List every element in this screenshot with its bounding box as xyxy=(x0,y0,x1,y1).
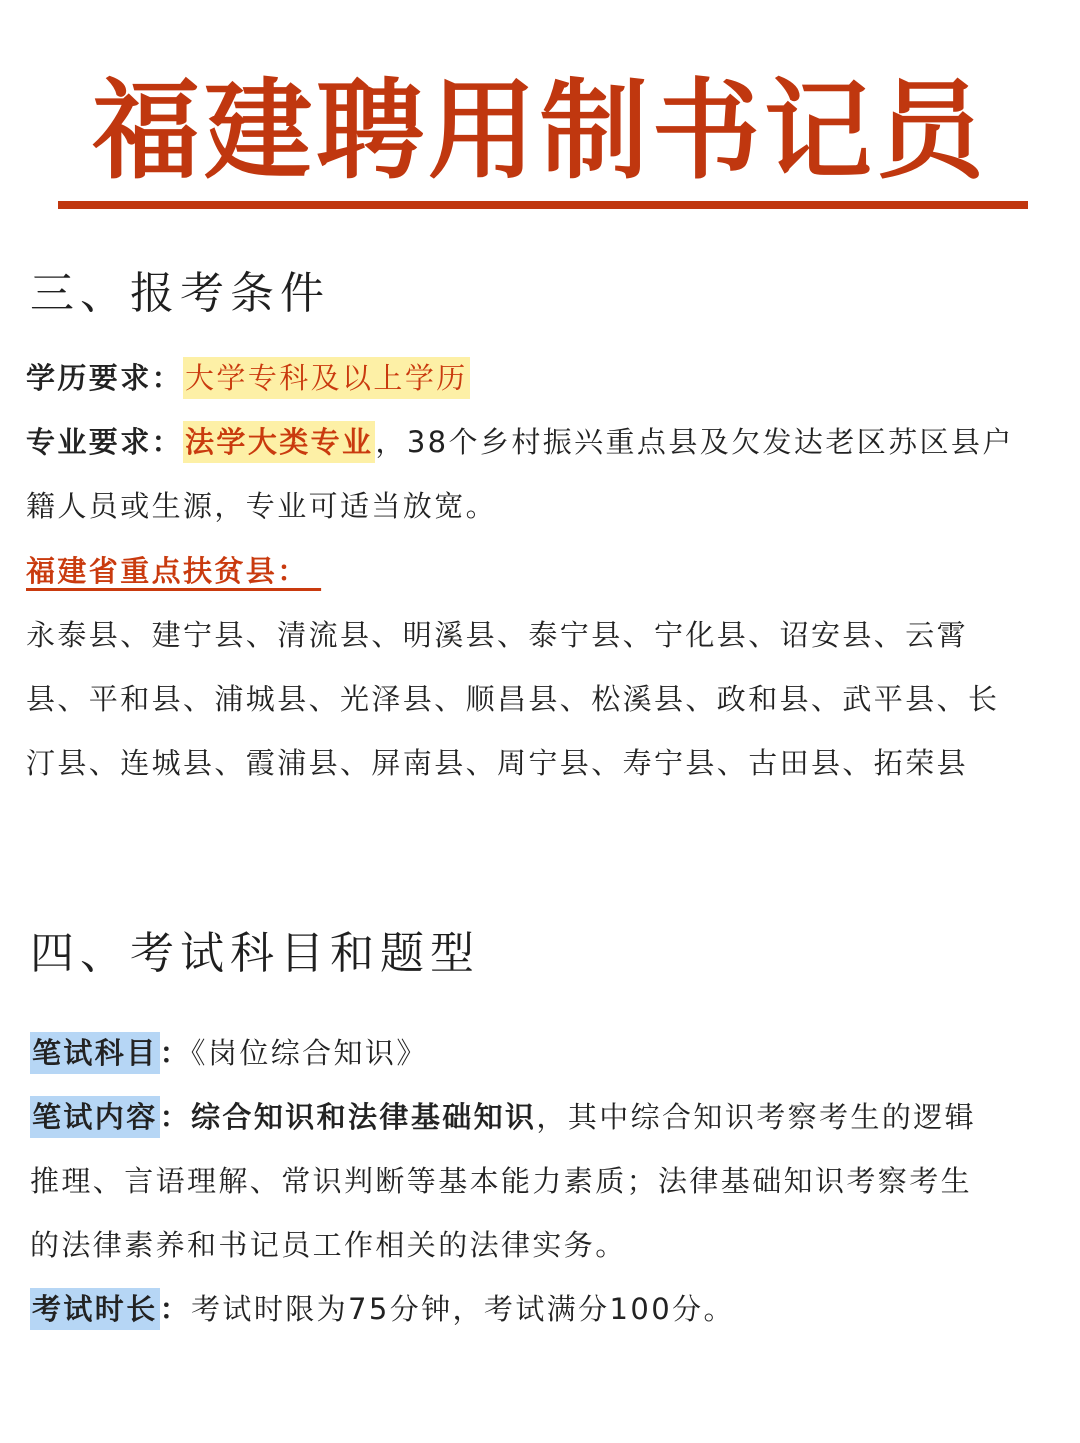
major-requirement xyxy=(26,410,1054,538)
education-label: 学历要求： xyxy=(26,361,184,395)
exam-duration-label: 考试时长 xyxy=(30,1288,160,1330)
poverty-counties-list xyxy=(26,603,1054,795)
major-value: 法学大类专业 xyxy=(183,421,375,463)
exam-subject xyxy=(30,1021,1058,1085)
exam-content-bold: 综合知识和法律基础知识 xyxy=(191,1100,537,1134)
section-heading-exam: 四、考试科目和题型 xyxy=(30,928,480,979)
exam-duration-colon: ： xyxy=(159,1292,192,1326)
exam-content-line3: 的法律素养和书记员工作相关的法律实务。 xyxy=(30,1228,627,1262)
exam-subject-colon: ： xyxy=(159,1036,192,1070)
exam-subject-label: 笔试科目 xyxy=(30,1032,160,1074)
exam-duration-value: 考试时限为75分钟，考试满分100分。 xyxy=(191,1292,735,1326)
poverty-counties-heading: 福建省重点扶贫县： xyxy=(26,554,322,588)
exam-subject-value: 《岗位综合知识》 xyxy=(191,1036,428,1070)
major-text-line2: 籍人员或生源，专业可适当放宽。 xyxy=(26,489,498,523)
exam-duration xyxy=(30,1277,1058,1341)
exam-content-line1: ，其中综合知识考察考生的逻辑 xyxy=(536,1100,977,1134)
counties-line-1: 永泰县、建宁县、清流县、明溪县、泰宁县、宁化县、诏安县、云霄 xyxy=(26,618,969,652)
major-text-line1: ，38个乡村振兴重点县及欠发达老区苏区县户 xyxy=(375,425,1014,459)
title-underline xyxy=(58,201,1028,209)
exam-content-line2: 推理、言语理解、常识判断等基本能力素质；法律基础知识考察考生 xyxy=(30,1164,973,1198)
education-requirement xyxy=(26,346,1054,410)
exam-content xyxy=(30,1085,1058,1277)
poverty-counties-heading-row xyxy=(26,539,1054,603)
counties-line-3: 汀县、连城县、霞浦县、屏南县、周宁县、寿宁县、古田县、拓荣县 xyxy=(26,746,969,780)
exam-content-colon: ： xyxy=(159,1100,192,1134)
page-title: 福建聘用制书记员 xyxy=(91,69,988,194)
major-label: 专业要求： xyxy=(26,425,184,459)
section-heading-requirements: 三、报考条件 xyxy=(30,268,330,319)
exam-content-label: 笔试内容 xyxy=(30,1096,160,1138)
education-value: 大学专科及以上学历 xyxy=(183,357,470,399)
counties-line-2: 县、平和县、浦城县、光泽县、顺昌县、松溪县、政和县、武平县、长 xyxy=(26,682,1000,716)
